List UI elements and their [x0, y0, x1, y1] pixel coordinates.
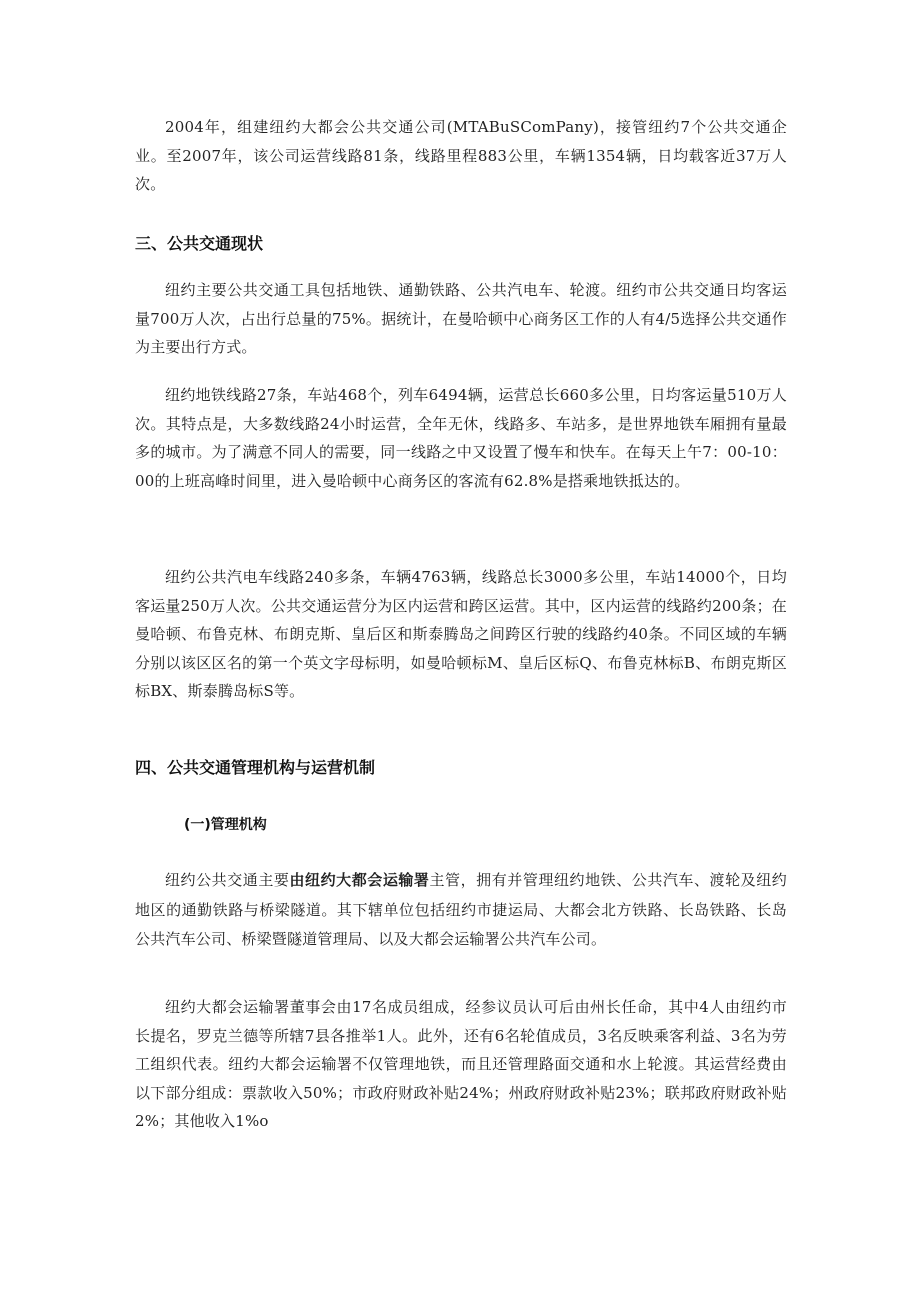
paragraph-board: 纽约大都会运输署董事会由17名成员组成，经参议员认可后由州长任命，其中4人由纽约市长提名，罗克兰德等所辖7县各推举1人。此外，还有6名轮值成员，3名反映乘客利益、3名为劳工组织代表。纽约大都会运输署不仅管理地铁，而且还管理路面交通和水上轮渡。其运营经费由以下部分组成：票款收入50%；市政府财政补贴24%；州政府财政补贴23%；联邦政府财政补贴2%；其他收入1%o [135, 998, 787, 1130]
paragraph-subway: 纽约地铁线路27条，车站468个，列车6494辆，运营总长660多公里，日均客运量510万人次。其特点是，大多数线路24小时运营，全年无休，线路多、车站多，是世界地铁车厢拥有量最多的城市。为了满意不同人的需要，同一线路之中又设置了慢车和快车。在每天上午7：00-10：00的上班高峰时间里，进入曼哈顿中心商务区的客流有62.8%是搭乘地铁抵达的。 [135, 386, 787, 490]
paragraph-transit-overview: 纽约主要公共交通工具包括地铁、通勤铁路、公共汽电车、轮渡。纽约市公共交通日均客运量700万人次，占出行总量的75%。据统计，在曼哈顿中心商务区工作的人有4/5选择公共交通作为主要出行方式。 [135, 281, 787, 356]
paragraph-bus: 纽约公共汽电车线路240多条，车辆4763辆，线路总长3000多公里，车站14000个，日均客运量250万人次。公共交通运营分为区内运营和跨区运营。其中，区内运营的线路约200条；在曼哈顿、布鲁克林、布朗克斯、皇后区和斯泰腾岛之间跨区行驶的线路约40条。不同区域的车辆分别以该区区名的第一个英文字母标明，如曼哈顿标M、皇后区标Q、布鲁克林标B、布朗克斯区标BX、斯泰腾岛标S等。 [135, 568, 787, 700]
paragraph-management-body [135, 866, 787, 955]
paragraph-mta-bus-company: 2004年，组建纽约大都会公共交通公司(MTABuSComPany)，接管纽约7个公共交通企业。至2007年，该公司运营线路81条，线路里程883公里，车辆1354辆，日均载客近37万人次。 [135, 118, 787, 193]
text-bold-segment: 由纽约大都会运输署 [289, 871, 430, 889]
heading-subsection-1: (一)管理机构 [184, 817, 267, 833]
heading-section-4: 四、公共交通管理机构与运营机制 [135, 758, 376, 777]
text-segment: 纽约公共交通主要 [165, 871, 290, 889]
text-segment: 主管，拥有并管理纽约地铁、公共汽车、渡轮及纽约地区的通勤铁路与桥梁隧道。其下辖单位包括纽约市捷运局、大都会北方铁路、长岛铁路、长岛公共汽车公司、桥梁暨隧道管理局、以及大都会运输署公共汽车公司。 [135, 871, 787, 948]
heading-section-3: 三、公共交通现状 [135, 234, 264, 253]
